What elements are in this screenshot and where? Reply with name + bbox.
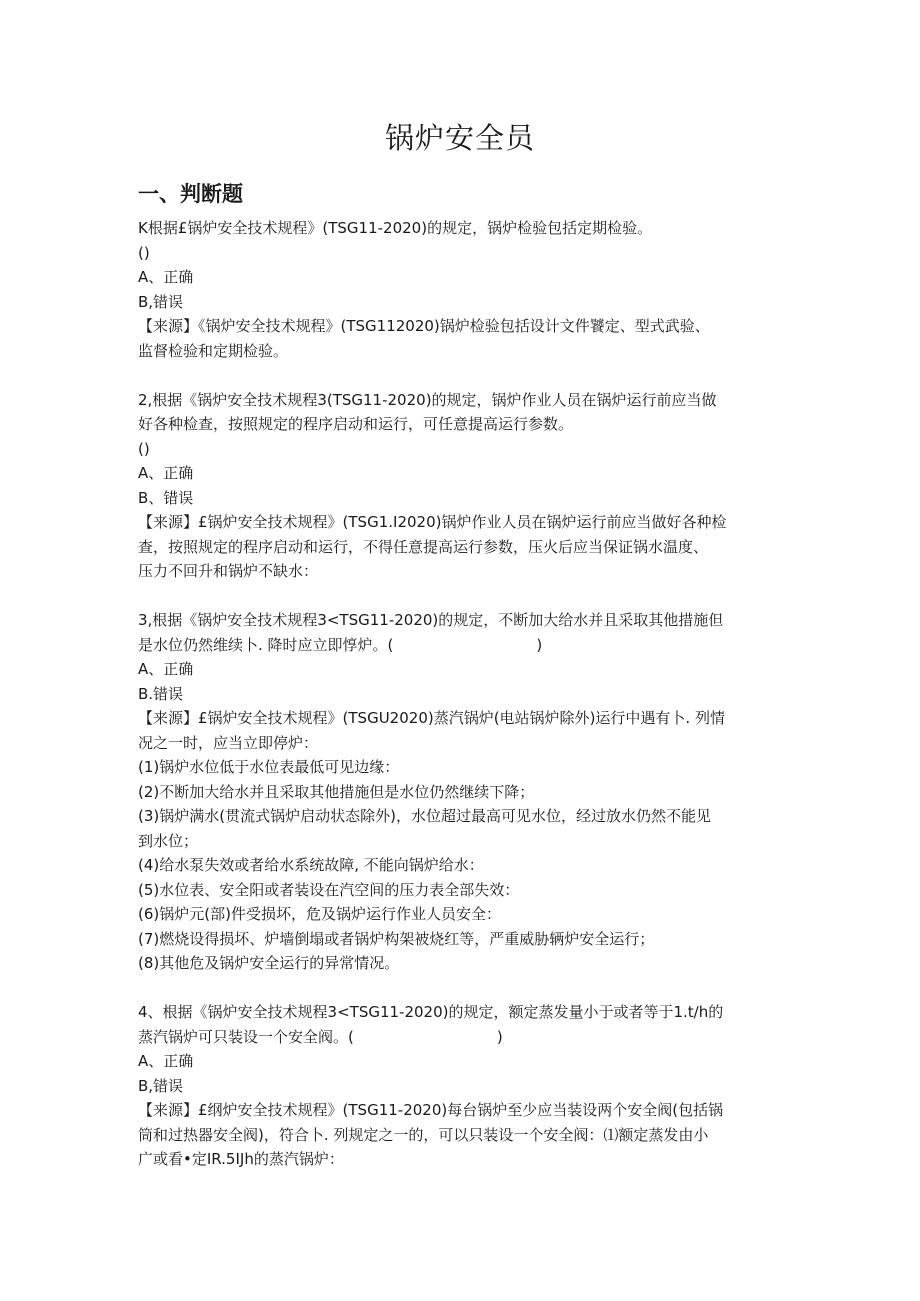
option-a: A、正确 [138,1052,194,1070]
source-text: 【来源】《锅炉安全技术规程》(TSG112020)锅炉检验包括设计文件饕定、型式武验、 [138,317,710,335]
list-item: (5)水位表、安全阳或者装设在汽空间的压力表全部失效： [138,880,520,899]
question-text: 3,根据《锅炉安全技术规程3<TSG11-2020)的规定，不断加大给水并且采取其他措施但 [138,611,724,629]
question-1 [138,216,788,363]
section-heading: 一、判断题 [138,182,243,206]
option-a: A、正确 [138,660,194,678]
question-text: 4、根据《锅炉安全技术规程3<TSG11-2020)的规定，额定蒸发量小于或者等于1.t∕h的 [138,1003,724,1021]
question-list [138,216,788,1196]
list-item: (6)锅炉元(部)件受损坏，危及锅炉运行作业人员安全： [138,905,501,923]
list-item: (8)其他危及锅炉安全运行的异常情况。 [138,954,400,972]
question-text: 蒸汽锅炉可只装设一个安全阀。( ) [138,1027,503,1046]
list-item: 到水位； [138,831,199,850]
question-3 [138,608,788,976]
option-b: B,错误 [138,1076,184,1095]
list-item: (4)给水泵失效或者给水系统故障, 不能向锅炉给水： [138,856,484,874]
source-text: 广或看•定IR.5IJh的蒸汽锅炉： [138,1150,344,1168]
document-title: 锅炉安全员 [384,121,535,155]
list-item: (2)不断加大给水并且采取其他措施但是水位仍然继续下降； [138,782,535,801]
source-text: 筒和过热器安全阀)，符合卜. 列规定之一的，可以只装设一个安全阀：⑴额定蒸发由小 [138,1125,709,1144]
question-text: K根据£锅炉安全技术规程》(TSG11-2020)的规定，锅炉检验包括定期检验。 [138,219,653,237]
source-text: 压力不回升和锅炉不缺水： [138,562,319,580]
option-a: A、正确 [138,268,194,286]
question-text: 是水位仍然维续卜. 降时应立即惇炉。( ) [138,635,543,654]
source-text: 查，按照规定的程序启动和运行，不得任意提高运行参数，压火后应当保证锅水温度、 [138,537,709,556]
source-text: 【来源】£锅炉安全技术规程》(TSG1.I2020)锅炉作业人员在锅炉运行前应当做好各种检 [138,513,727,531]
question-text: 2,根据《锅炉安全技术规程3(TSG11-2020)的规定，锅炉作业人员在锅炉运行前应当做 [138,390,717,409]
option-b: B.错误 [138,684,184,703]
list-item: (1)锅炉水位低于水位表最低可见边缘： [138,758,400,776]
answer-blank: () [138,243,150,262]
answer-blank: () [138,439,150,458]
question-2 [138,388,788,584]
source-text: 况之一时，应当立即停炉： [138,733,319,752]
option-b: B,错误 [138,292,184,311]
question-4 [138,1000,788,1172]
option-a: A、正确 [138,464,194,482]
source-text: 监督检验和定期检验。 [138,341,289,360]
list-item: (7)燃烧设得损坏、炉墙倒塌或者锅炉构架被烧红等，严重威胁辆炉安全运行； [138,929,655,948]
source-text: 【来源】£纲炉安全技术规程》(TSG11-2020)每台锅炉至少应当装设两个安全阀(包括锅 [138,1101,724,1119]
list-item: (3)锅炉满水(贯流式锅炉启动状态除外)，水位超过最高可见水位，经过放水仍然不能见 [138,807,711,825]
question-text: 好各种检查，按照规定的程序启动和运行，可任意提高运行参数。 [138,415,574,433]
source-text: 【来源】£锅炉安全技术规程》(TSGU2020)蒸汽锅炉(电站锅炉除外)运行中遇有卜. 列情 [138,709,725,727]
option-b: B、错误 [138,488,194,507]
